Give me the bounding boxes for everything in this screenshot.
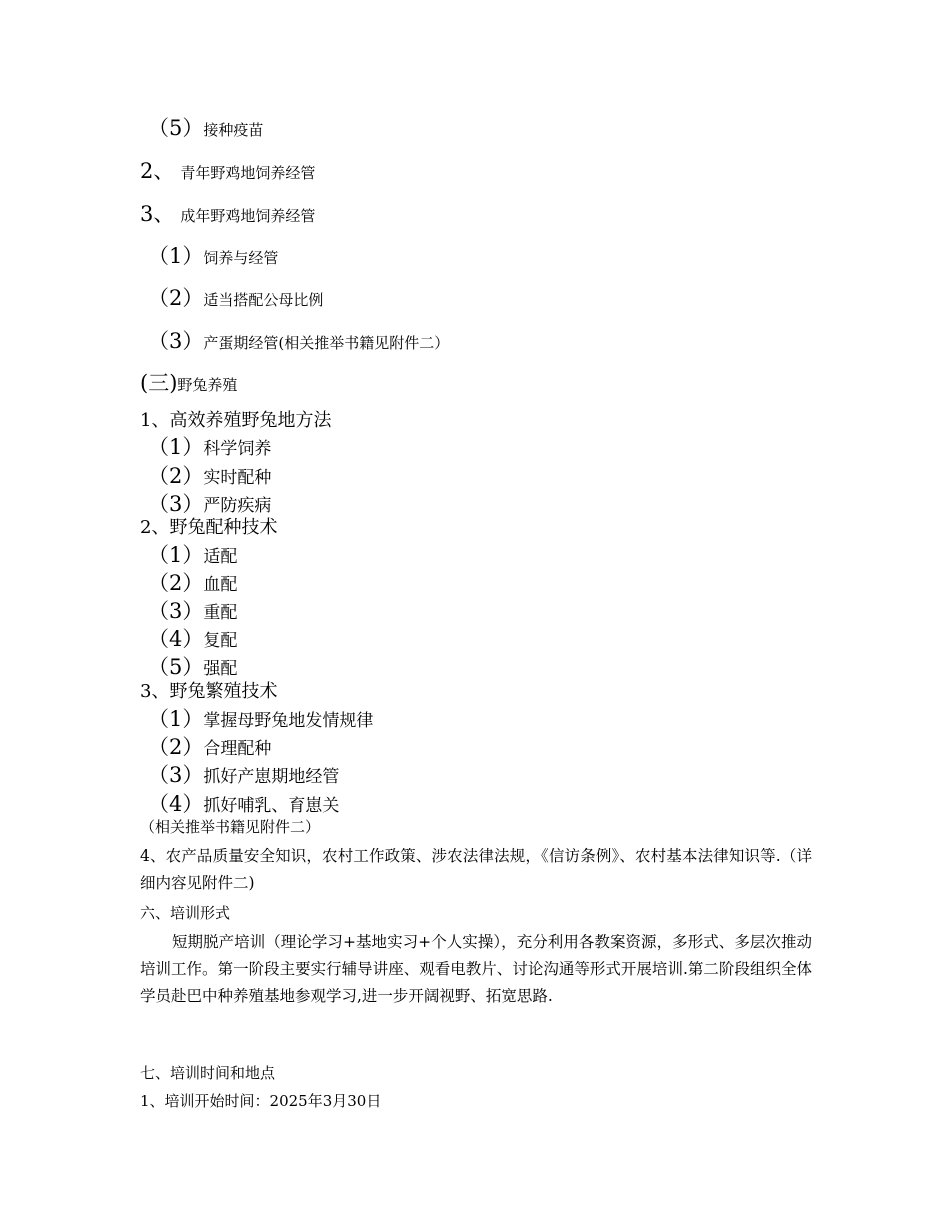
list-item: [148, 709, 373, 730]
list-item: [148, 288, 323, 309]
section-heading: [140, 373, 237, 394]
item-text: 实时配种: [203, 468, 272, 488]
paragraph-item-4: 4、农产品质量安全知识，农村工作政策、涉农法律法规，《信访条例》、农村基本法律知识等.（详细内容见附件二): [140, 847, 812, 892]
training-start-time: 1、培训开始时间：2025年3月30日: [140, 1092, 382, 1110]
list-item: [148, 494, 271, 515]
list-item: [140, 161, 315, 182]
item-number: （1）: [148, 543, 204, 567]
item-number: （2）: [148, 735, 204, 759]
item-text: 合理配种: [203, 739, 272, 759]
item-number: （4）: [148, 792, 204, 816]
list-item: [148, 657, 237, 678]
item-number: （3）: [148, 492, 204, 516]
list-item: [148, 794, 339, 815]
list-item: [148, 629, 237, 650]
section-heading: 六、培训形式: [140, 904, 231, 922]
item-text: 成年野鸡地饲养经管: [180, 207, 316, 225]
item-number: （2）: [148, 571, 204, 595]
item-text: 重配: [203, 603, 238, 623]
subsection-heading: 3、野兔繁殖技术: [140, 681, 278, 702]
list-item: [140, 204, 315, 225]
item-text: 抓好产崽期地经管: [203, 767, 340, 787]
item-text: 科学饲养: [203, 439, 272, 459]
item-text: 青年野鸡地饲养经管: [180, 164, 316, 182]
item-number: （3）: [148, 329, 204, 353]
item-text: 掌握母野兔地发情规律: [203, 711, 374, 731]
list-item: [148, 246, 278, 267]
subsection-heading: 2、野兔配种技术: [140, 517, 278, 538]
reference-note: （相关推举书籍见附件二）: [140, 818, 321, 836]
list-item: [148, 601, 237, 622]
item-text: 适配: [203, 547, 238, 567]
item-number: （5）: [148, 655, 204, 679]
list-item: [148, 466, 271, 487]
item-number: （1）: [148, 435, 204, 459]
item-text: 接种疫苗: [203, 121, 264, 139]
item-number: （2）: [148, 464, 204, 488]
section-body: 短期脱产培训（理论学习+基地实习+个人实操），充分利用各教案资源，多形式、多层次推动培训工作。第一阶段主要实行辅导讲座、观看电教片、讨论沟通等形式开展培训.第二阶段组织全体学员赴巴中种养殖基地参观学习,进一步开阔视野、拓宽思路.: [140, 933, 812, 1005]
item-number: 3、: [140, 202, 175, 226]
item-number: 2、: [140, 159, 175, 183]
section-heading: 七、培训时间和地点: [140, 1064, 276, 1082]
list-item: [148, 118, 263, 139]
list-item: [148, 437, 271, 458]
list-item: [148, 573, 237, 594]
item-text: 饲养与经管: [203, 249, 279, 267]
list-item: [148, 765, 339, 786]
list-item: [148, 545, 237, 566]
item-text: 产蛋期经管(相关推举书籍见附件二）: [203, 334, 450, 352]
item-number: （4）: [148, 627, 204, 651]
item-number: （1）: [148, 707, 204, 731]
item-text: 强配: [203, 659, 238, 679]
item-text: 适当搭配公母比例: [203, 291, 324, 309]
subsection-heading: 1、高效养殖野兔地方法: [140, 410, 332, 431]
item-text: 复配: [203, 631, 238, 651]
item-text: 抓好哺乳、育崽关: [203, 796, 340, 816]
section-number: (三): [140, 371, 178, 395]
item-number: （3）: [148, 763, 204, 787]
section-title: 野兔养殖: [177, 376, 238, 394]
list-item: [148, 737, 271, 758]
list-item: [148, 331, 449, 352]
item-number: （3）: [148, 599, 204, 623]
item-number: （2）: [148, 286, 204, 310]
item-text: 血配: [203, 575, 238, 595]
item-number: （5）: [148, 116, 204, 140]
item-number: （1）: [148, 244, 204, 268]
item-text: 严防疾病: [203, 496, 272, 516]
